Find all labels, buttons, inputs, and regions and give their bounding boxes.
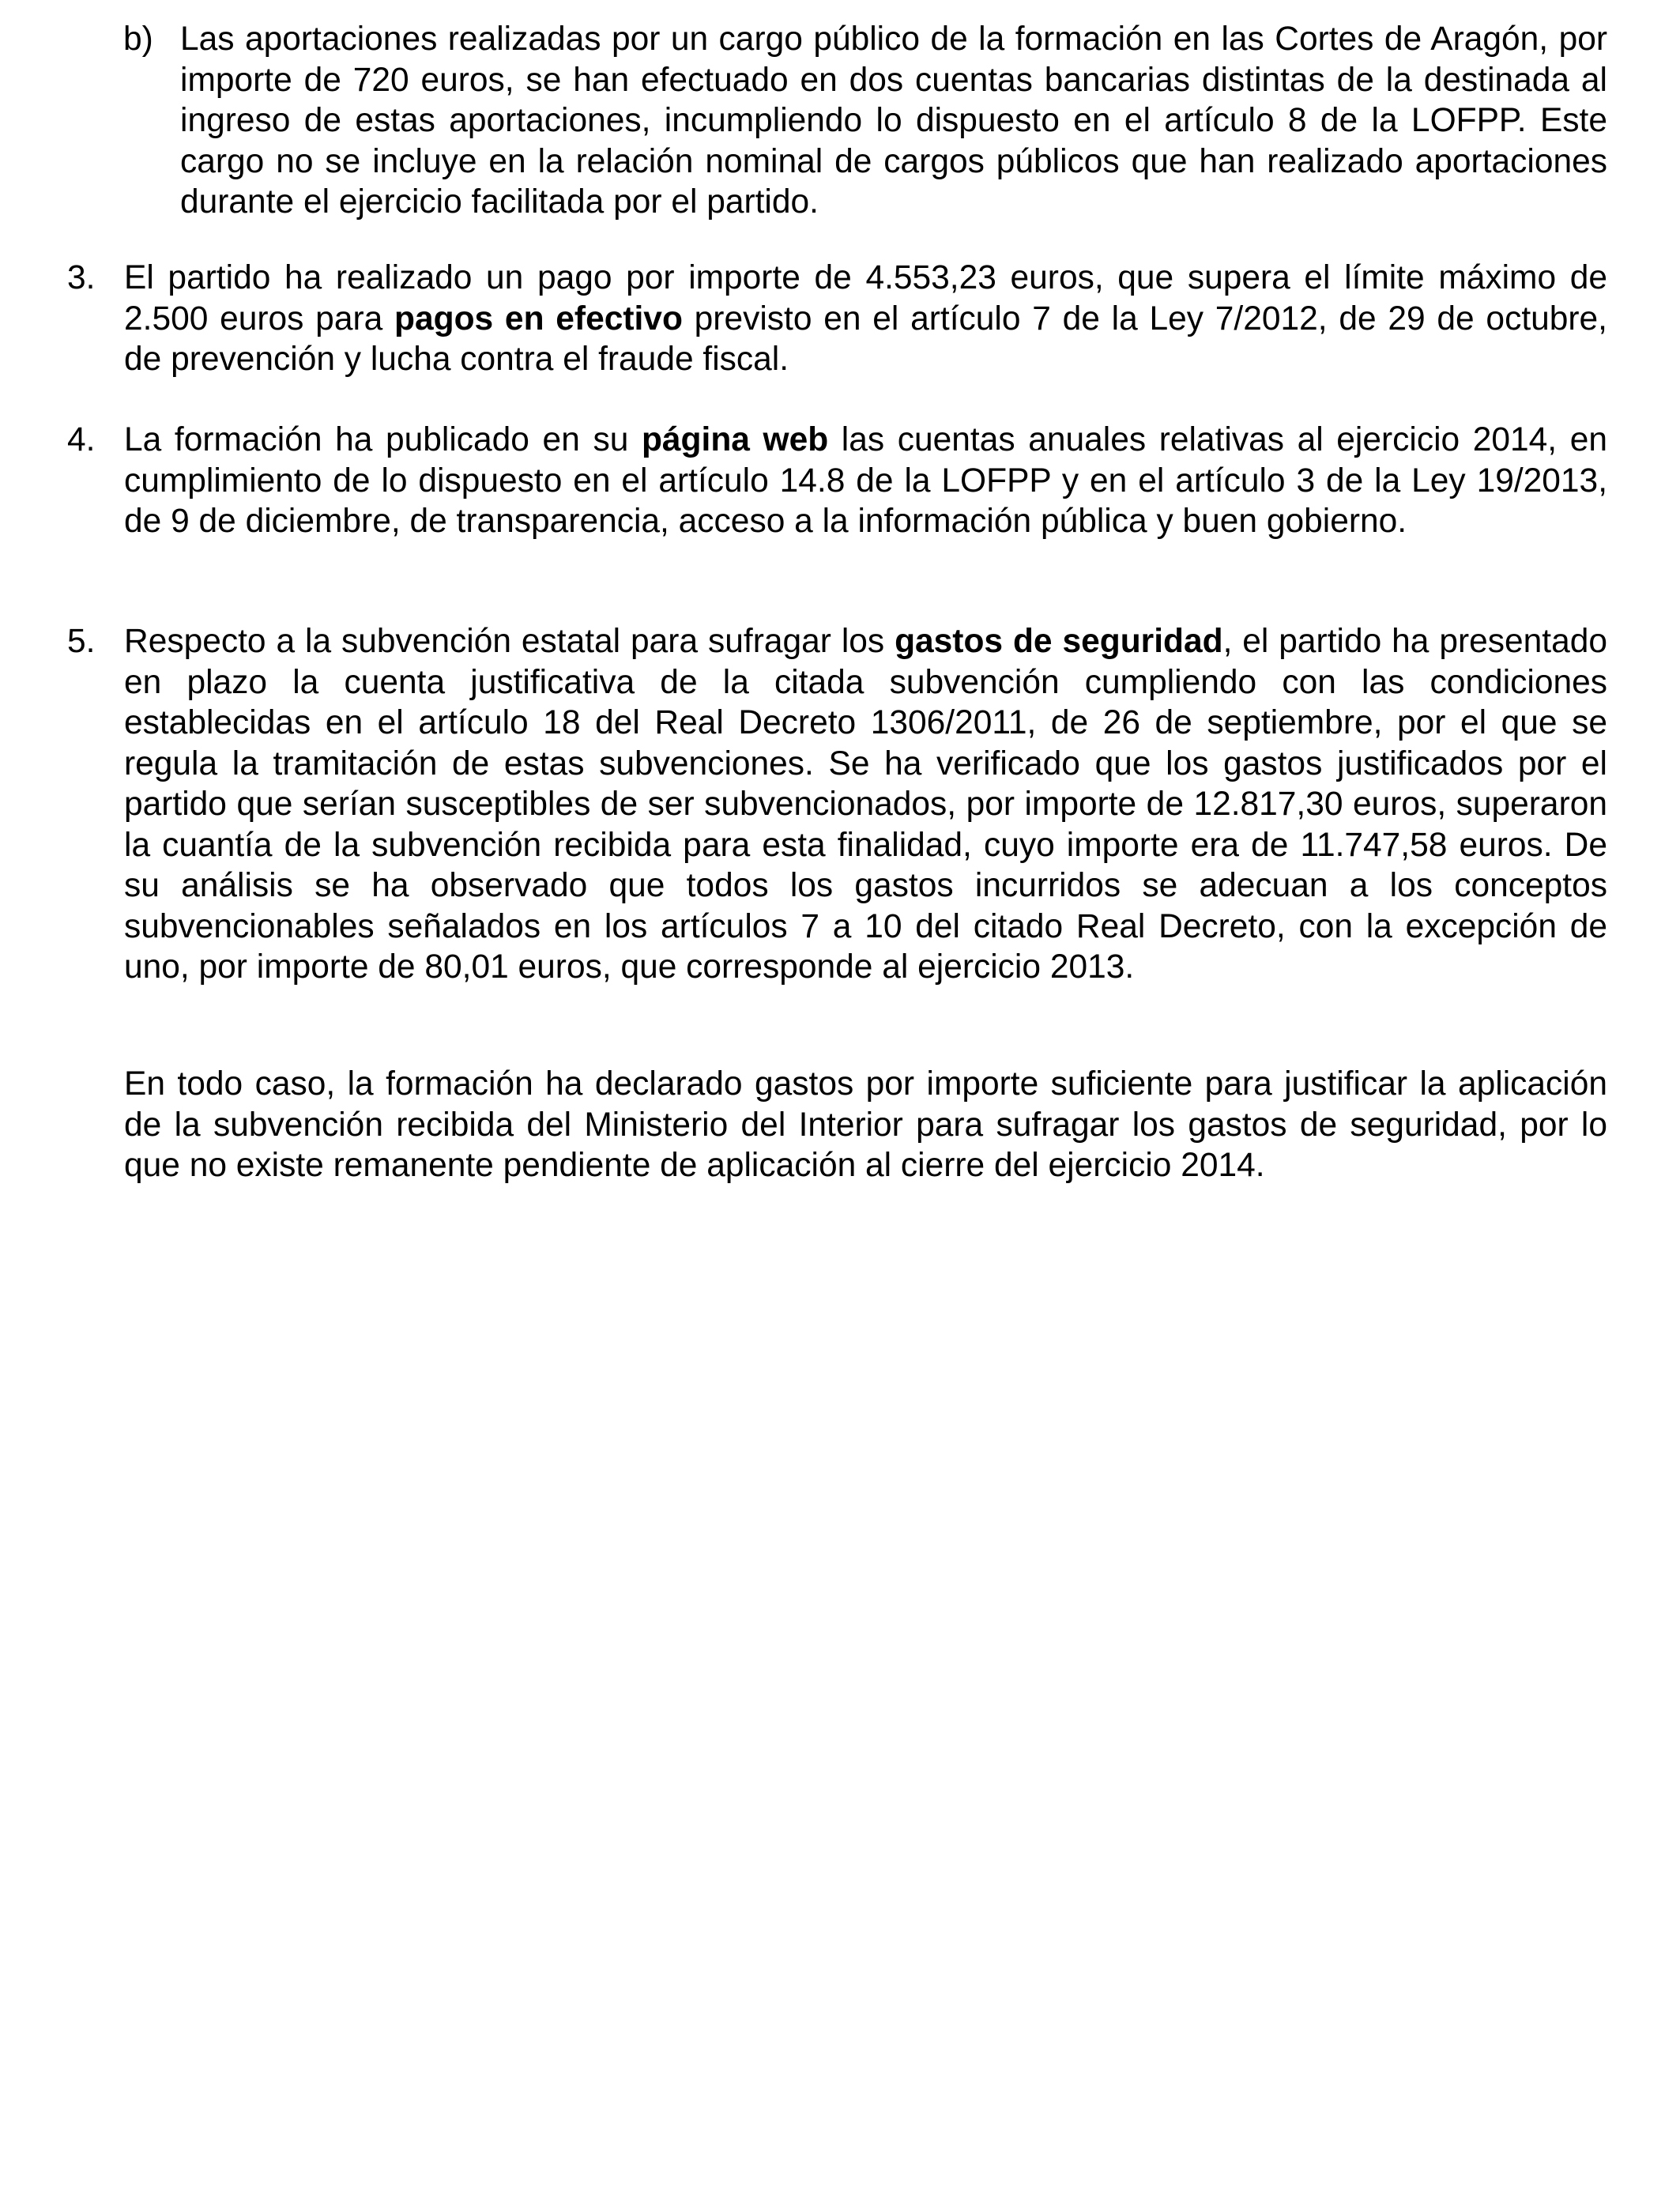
list-marker-4: 4. <box>67 421 96 458</box>
item-5-bold-term: gastos de seguridad <box>895 623 1223 660</box>
list-marker-3: 3. <box>67 259 96 296</box>
paragraph-item-b: Las aportaciones realizadas por un cargo público de la formación en las Cortes de Aragón, por importe de 720 euros, se han efectuado en dos cuentas bancarias distintas de la destinada al ingreso de estas aportaciones, incumpliendo lo dispuesto en el artículo 8 de la LOFPP. Este cargo no se incluye en la relación nominal de cargos públicos que han realizado aportaciones durante el ejercicio facilitada por el partido. <box>180 21 1607 221</box>
item-5-text-before: Respecto a la subvención estatal para sufragar los <box>124 623 895 660</box>
item-4-text-before: La formación ha publicado en su <box>124 421 642 458</box>
item-3-text-before: El partido ha realizado un pago por importe de 4.553,23 euros, que supera el límite máximo de 2.500 euros para <box>124 259 1607 337</box>
paragraph-item-5 <box>124 621 1607 988</box>
list-marker-5: 5. <box>67 623 96 660</box>
paragraph-item-3 <box>124 258 1607 380</box>
item-5-text-after: , el partido ha presentado en plazo la cuenta justificativa de la citada subvención cumpliendo con las condiciones establecidas en el artículo 18 del Real Decreto 1306/2011, de 26 de septiembre, por el que se regula la tramitación de estas subvenciones. Se ha verificado que los gastos justificados por el partido que serían susceptibles de ser subvencionados, por importe de 12.817,30 euros, superaron la cuantía de la subvención recibida para esta finalidad, cuyo importe era de 11.747,58 euros. De su análisis se ha observado que todos los gastos incurridos se adecuan a los conceptos subvencionables señalados en los artículos 7 a 10 del citado Real Decreto, con la excepción de uno, por importe de 80,01 euros, que corresponde al ejercicio 2013. <box>124 623 1607 986</box>
item-3-bold-term: pagos en efectivo <box>394 300 683 337</box>
item-3-text-after: previsto en el artículo 7 de la Ley 7/2012, de 29 de octubre, de prevención y lucha contra el fraude fiscal. <box>124 300 1607 378</box>
paragraph-item-4 <box>124 420 1607 542</box>
paragraph-item-5-continuation: En todo caso, la formación ha declarado gastos por importe suficiente para justificar la aplicación de la subvención recibida del Ministerio del Interior para sufragar los gastos de seguridad, por lo que no existe remanente pendiente de aplicación al cierre del ejercicio 2014. <box>124 1065 1607 1184</box>
item-4-bold-term: página web <box>641 421 829 458</box>
item-4-text-after: las cuentas anuales relativas al ejercicio 2014, en cumplimiento de lo dispuesto en el artículo 14.8 de la LOFPP y en el artículo 3 de la Ley 19/2013, de 9 de diciembre, de transparencia, acceso a la información pública y buen gobierno. <box>124 421 1607 540</box>
list-marker-b: b) <box>123 21 153 58</box>
